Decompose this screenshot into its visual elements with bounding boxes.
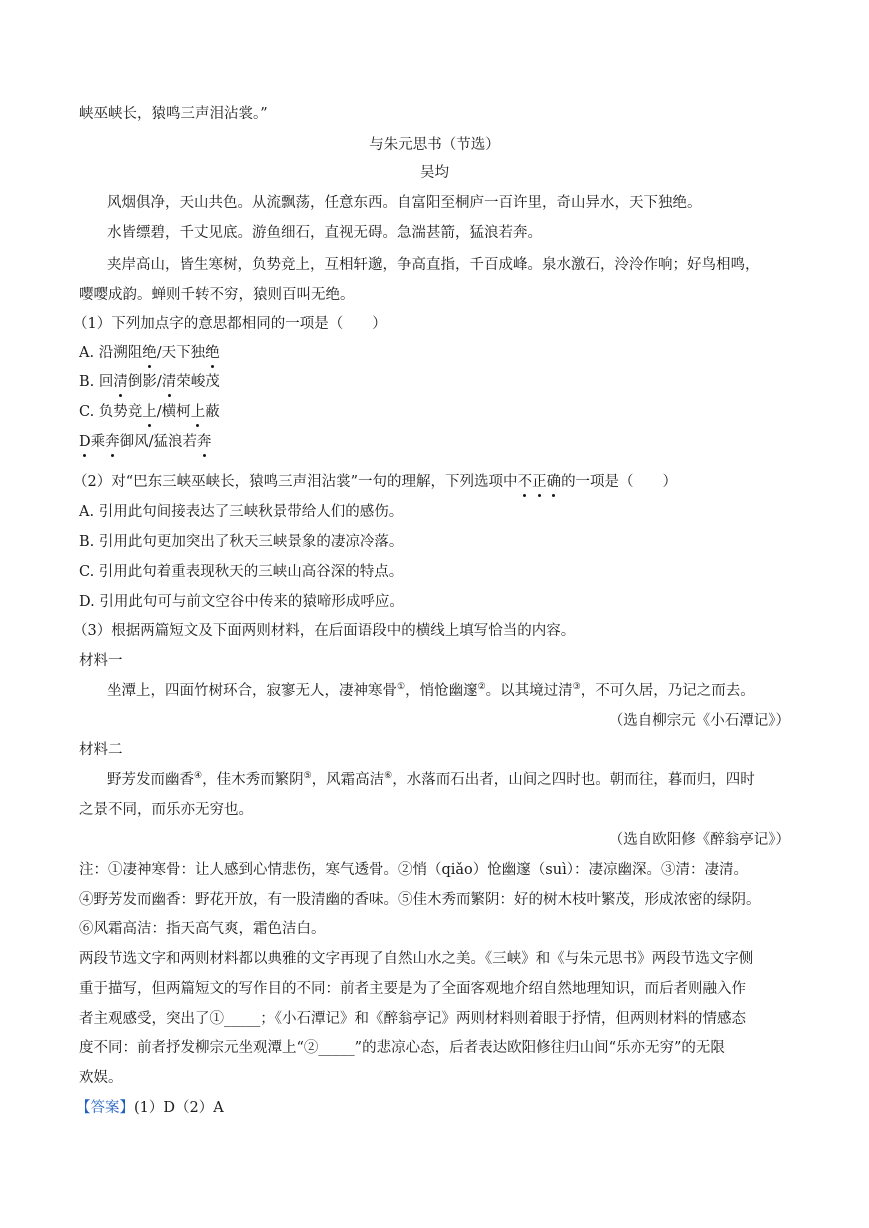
answer-line — [76, 1098, 224, 1118]
question-1-option-a: A. 沿溯阻绝/天下独绝 — [79, 345, 220, 361]
question-2-option-d: D. 引用此句可与前文空谷中传来的猿啼形成呼应。 — [79, 594, 404, 610]
answer-text: (1）D（2）A — [134, 1100, 224, 1116]
summary-line-4: 度不同：前者抒发柳宗元坐观潭上“②_____”的悲凉心态，后者表达欧阳修往归山间“乐亦无穷”的无限 — [79, 1040, 725, 1056]
essay-paragraph-3-line-2: 嘤嘤成韵。蝉则千转不穷，猿则百叫无绝。 — [79, 287, 355, 303]
question-3: （3）根据两篇短文及下面两则材料，在后面语段中的横线上填写恰当的内容。 — [73, 623, 576, 639]
material-1-source: （选自柳宗元《小石潭记》） — [608, 713, 790, 729]
question-2-option-a: A. 引用此句间接表达了三峡秋景带给人们的感伤。 — [79, 504, 404, 520]
material-2-heading: 材料二 — [79, 742, 123, 758]
question-2: （2）对“巴东三峡巫峡长，猿鸣三声泪沾裳”一句的理解，下列选项中不正确的一项是（ ） — [73, 474, 678, 490]
question-2-option-b: B. 引用此句更加突出了秋天三峡景象的凄凉冷落。 — [79, 534, 404, 550]
question-2-option-c: C. 引用此句着重表现秋天的三峡山高谷深的特点。 — [79, 564, 404, 580]
question-1: （1）下列加点字的意思都相同的一项是（ ） — [73, 316, 387, 332]
essay-paragraph-1: 风烟俱净，天山共色。从流飘荡，任意东西。自富阳至桐庐一百许里，奇山异水，天下独绝。 — [107, 195, 702, 211]
material-1-text: 坐潭上，四面竹树环合，寂寥无人，凄神寒骨①，悄怆幽邃②。以其境过清③，不可久居，乃记之而去。 — [107, 682, 755, 699]
essay-paragraph-3-line-1: 夹岸高山，皆生寒树，负势竞上，互相轩邈，争高直指，千百成峰。泉水激石，泠泠作响；好鸟相鸣， — [107, 257, 760, 273]
summary-line-2: 重于描写，但两篇短文的写作目的不同：前者主要是为了全面客观地介绍自然地理知识，而后者则融入作 — [79, 981, 746, 997]
material-2-text-line-2: 之景不同，而乐亦无穷也。 — [79, 802, 253, 818]
summary-line-1: 两段节选文字和两则材料都以典雅的文字再现了自然山水之美。《三峡》和《与朱元思书》两段节选文字侧 — [79, 951, 754, 967]
notes-line-3: ⑥风霜高洁：指天高气爽，霜色洁白。 — [79, 921, 326, 937]
poem-tail-line: 峡巫峡长，猿鸣三声泪沾裳。” — [79, 106, 268, 122]
essay-title: 与朱元思书（节选） — [369, 137, 500, 153]
notes-line-2: ④野芳发而幽香：野花开放，有一股清幽的香味。⑤佳木秀而繁阴：好的树木枝叶繁茂，形成浓密的绿阴。 — [79, 892, 761, 908]
answer-tag: 【答案】 — [76, 1100, 134, 1116]
summary-line-5: 欢娱。 — [79, 1070, 123, 1086]
question-1-option-b: B. 回清倒影/清荣峻茂 — [79, 374, 220, 390]
essay-paragraph-2: 水皆缥碧，千丈见底。游鱼细石，直视无碍。急湍甚箭，猛浪若奔。 — [107, 225, 542, 241]
material-1-heading: 材料一 — [79, 653, 123, 669]
material-2-text-line-1: 野芳发而幽香④，佳木秀而繁阴⑤，风霜高洁⑥，水落而石出者，山间之四时也。朝而往，暮而归，四时 — [107, 771, 755, 788]
question-1-option-c: C. 负势竞上/横柯上蔽 — [79, 404, 220, 420]
question-1-option-d: D乘奔御风/猛浪若奔 — [79, 434, 212, 450]
summary-line-3: 者主观感受，突出了①_____；《小石潭记》和《醉翁亭记》两则材料则着眼于抒情，但两则材料的情感态 — [79, 1011, 746, 1027]
material-2-source: （选自欧阳修《醉翁亭记》） — [608, 832, 790, 848]
notes-line-1: 注：①凄神寒骨：让人感到心情悲伤，寒气透骨。②悄（qiǎo）怆幽邃（suì）：凄凉幽深。③清：凄清。 — [79, 862, 748, 878]
essay-author: 吴均 — [420, 165, 449, 181]
